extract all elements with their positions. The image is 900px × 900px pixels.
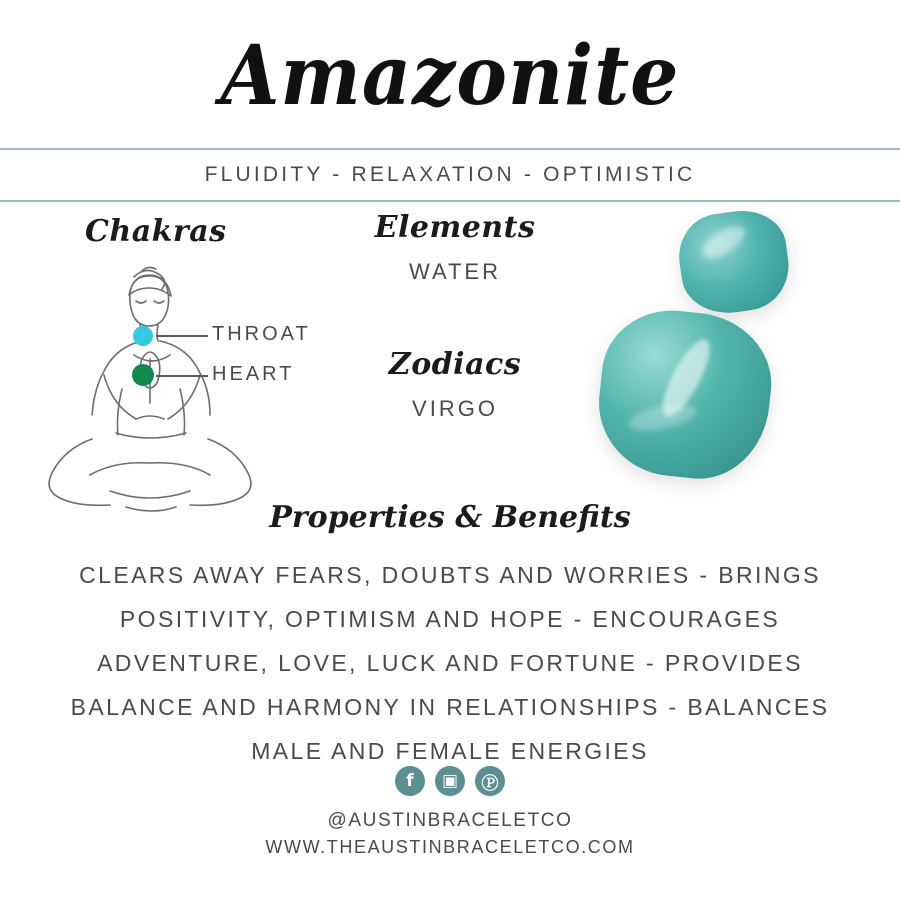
footer bbox=[0, 766, 900, 858]
social-links bbox=[0, 766, 900, 796]
section-gap bbox=[330, 285, 580, 347]
elements-heading: Elements bbox=[374, 210, 536, 245]
properties-body: CLEARS AWAY FEARS, DOUBTS AND WORRIES - BRINGS POSITIVITY, OPTIMISM AND HOPE - ENCOURAGES ADVENTURE, LOVE, LUCK AND FORTUNE - PROVIDES BALANCE AND HARMONY IN RELATIONSHIPS - BALANCES MALE AND FEMALE ENERGIES bbox=[70, 562, 830, 764]
elements-value: WATER bbox=[409, 259, 501, 284]
attributes-section bbox=[330, 210, 580, 422]
title-area bbox=[0, 0, 900, 148]
zodiacs-heading: Zodiacs bbox=[388, 347, 522, 382]
website-url[interactable]: WWW.THEAUSTINBRACELETCO.COM bbox=[265, 837, 635, 857]
chakra-leader-throat bbox=[156, 335, 208, 337]
pinterest-icon[interactable]: Ⓟ bbox=[475, 766, 505, 796]
subtitle-band bbox=[0, 150, 900, 200]
chakras-heading: Chakras bbox=[85, 214, 227, 249]
properties-heading: Properties & Benefits bbox=[269, 500, 631, 535]
zodiacs-value: VIRGO bbox=[412, 396, 498, 421]
amazonite-stone-small-image bbox=[674, 205, 795, 319]
chakra-leader-heart bbox=[156, 375, 208, 377]
chakras-section bbox=[30, 214, 360, 523]
page-title: Amazonite bbox=[220, 27, 680, 124]
chakra-label-throat: THROAT bbox=[212, 323, 311, 345]
meditating-figure-icon bbox=[30, 263, 360, 523]
social-handle: @AUSTINBRACELETCO bbox=[327, 810, 573, 831]
chakra-dot-throat bbox=[133, 326, 153, 346]
amazonite-stone-large-image bbox=[592, 304, 778, 486]
properties-section bbox=[0, 500, 900, 773]
instagram-icon[interactable]: ▣ bbox=[435, 766, 465, 796]
subtitle-text: FLUIDITY - RELAXATION - OPTIMISTIC bbox=[204, 163, 696, 186]
chakra-label-heart: HEART bbox=[212, 363, 295, 385]
facebook-icon[interactable]: f bbox=[395, 766, 425, 796]
chakra-figure-wrap bbox=[30, 263, 360, 523]
chakra-dot-heart bbox=[132, 364, 154, 386]
stone-images bbox=[590, 202, 840, 532]
